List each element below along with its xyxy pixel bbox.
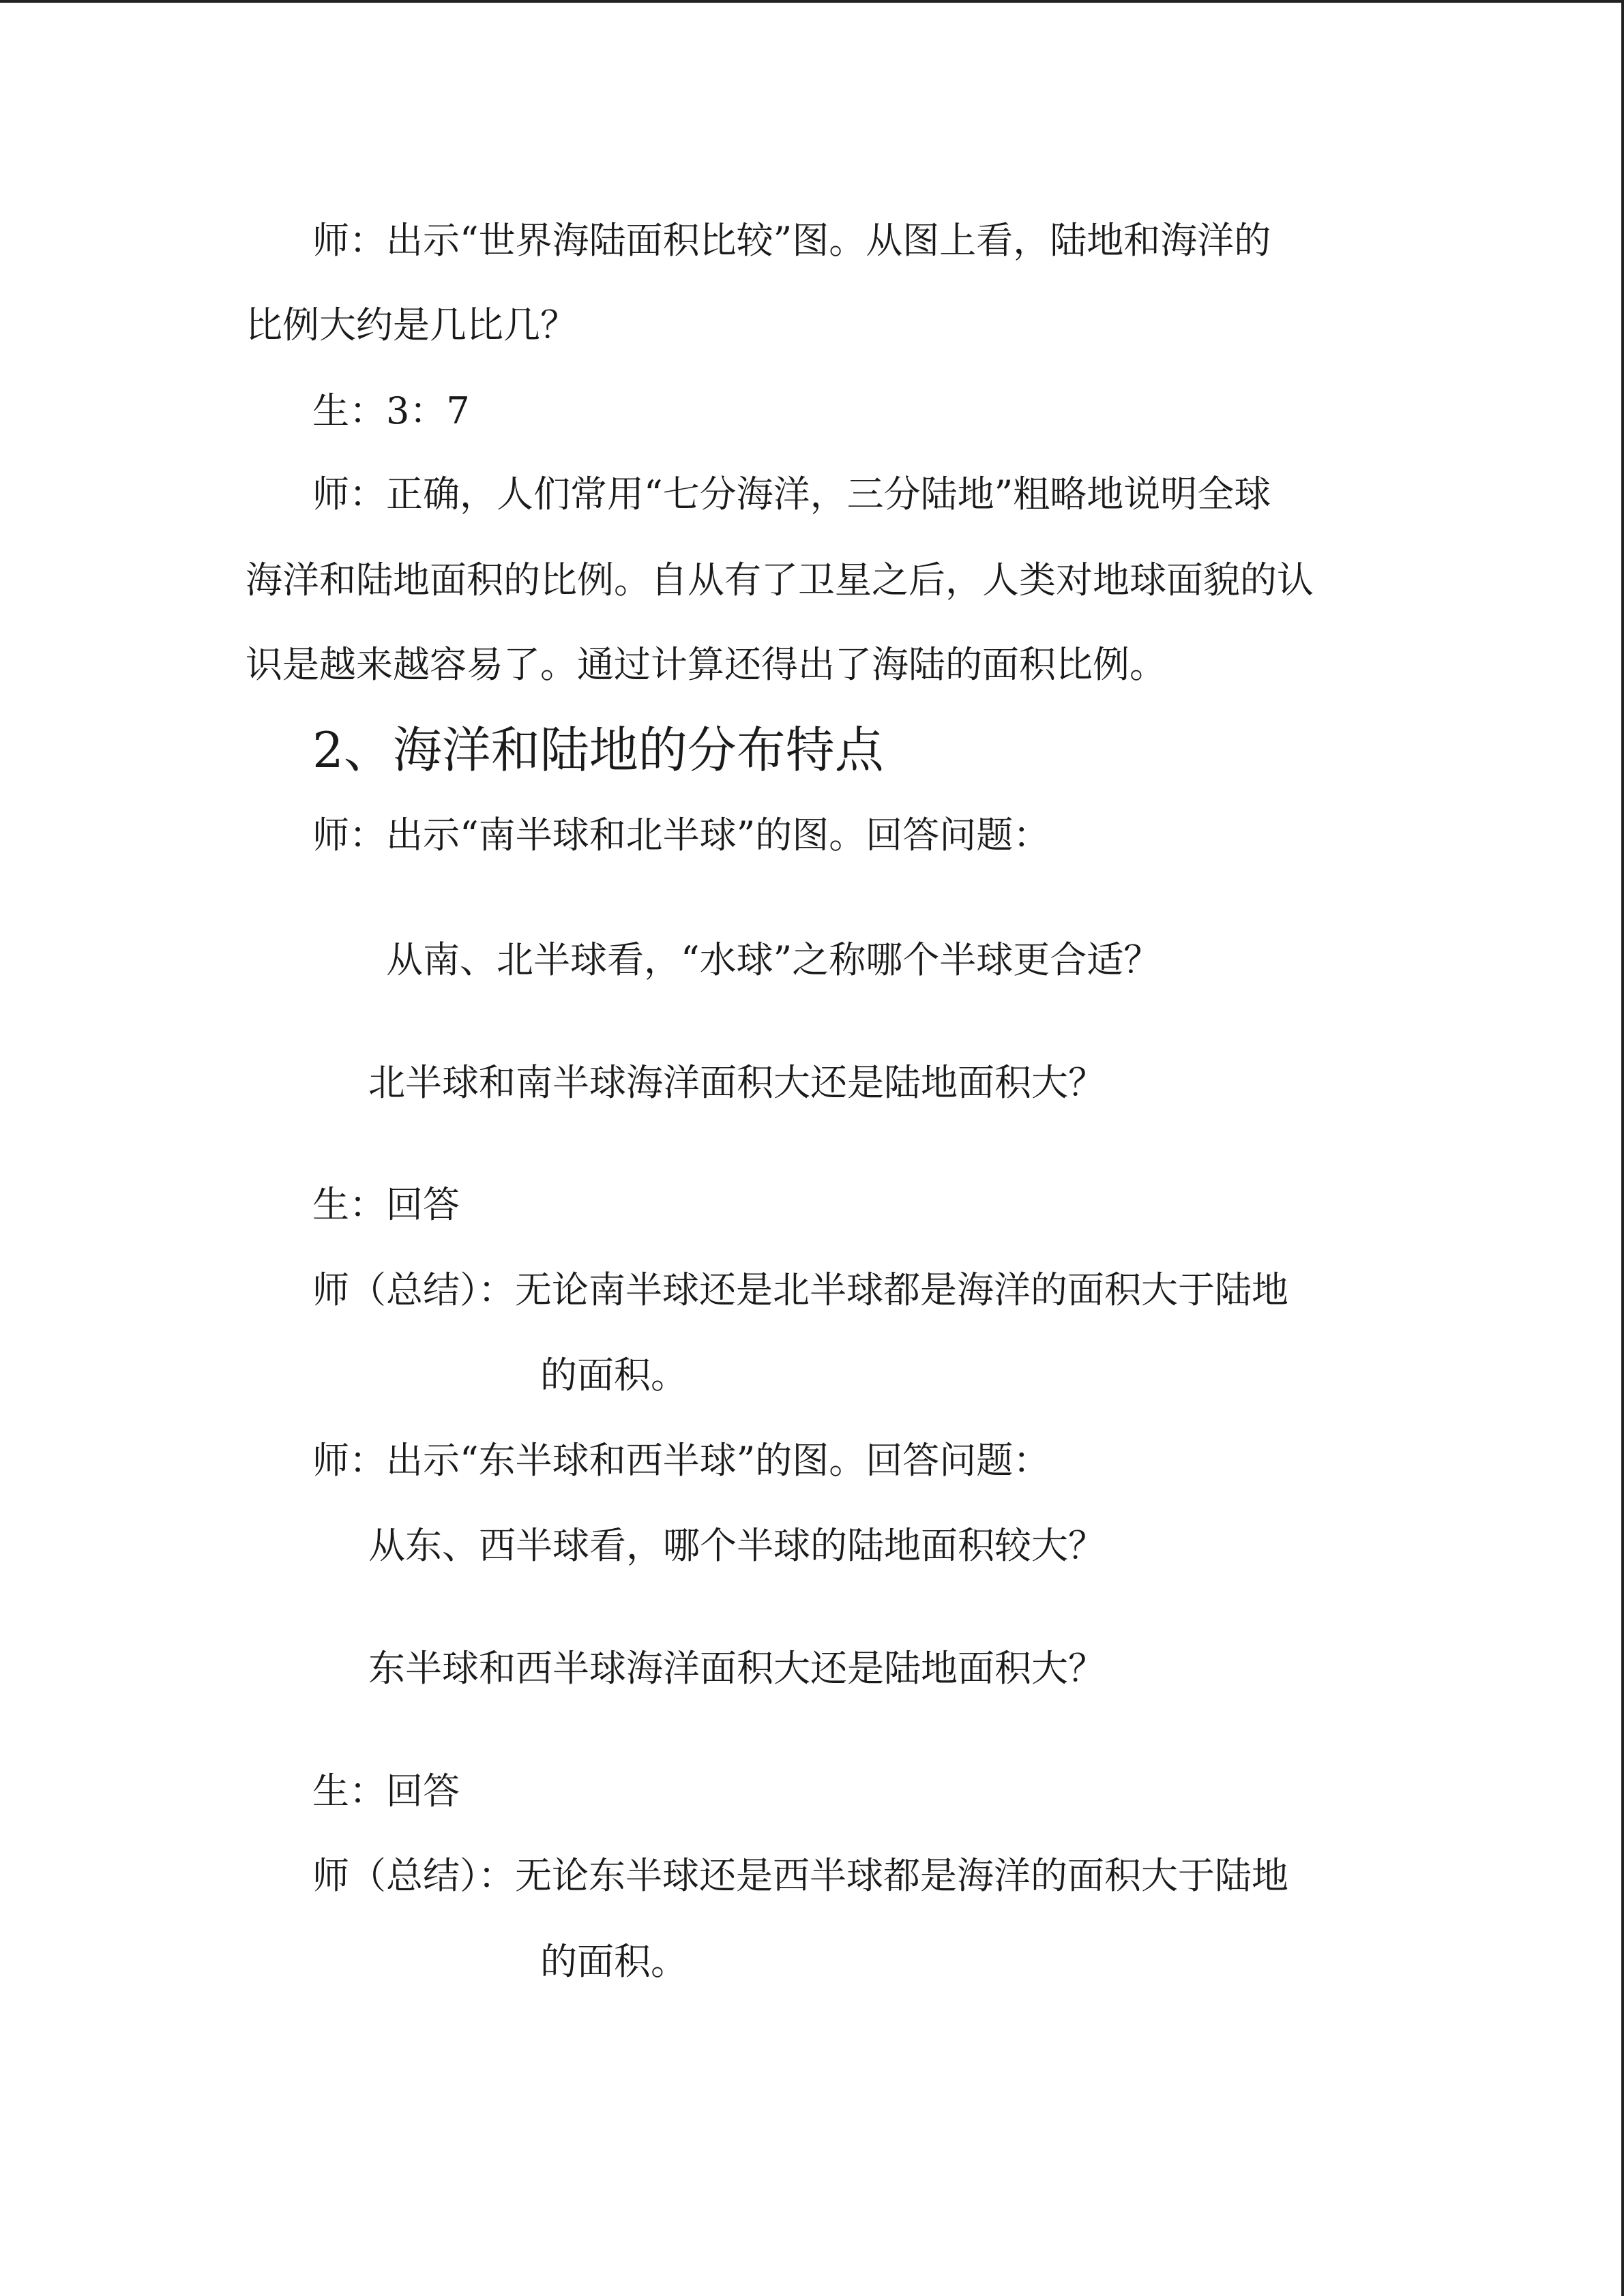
question-line: 东半球和西半球海洋面积大还是陆地面积大？	[368, 1647, 1105, 1690]
paragraph-line: 比例大约是几比几？	[246, 303, 577, 346]
paragraph-line: 生：回答	[312, 1183, 460, 1226]
question-line: 从南、北半球看，“水球”之称哪个半球更合适？	[386, 938, 1161, 981]
page-border-top	[0, 0, 1624, 3]
paragraph-line: 海洋和陆地面积的比例。自从有了卫星之后，人类对地球面貌的认	[246, 558, 1314, 601]
section-heading: 2、海洋和陆地的分布特点	[312, 721, 884, 779]
paragraph-line: 师（总结）：无论南半球还是北半球都是海洋的面积大于陆地	[312, 1268, 1288, 1311]
paragraph-line: 师（总结）：无论东半球还是西半球都是海洋的面积大于陆地	[312, 1854, 1288, 1897]
paragraph-line: 识是越来越容易了。通过计算还得出了海陆的面积比例。	[246, 643, 1166, 686]
paragraph-line: 的面积。	[540, 1940, 688, 1983]
paragraph-line: 师：出示“东半球和西半球”的图。回答问题：	[312, 1439, 1050, 1482]
page-border-right	[1621, 0, 1624, 2296]
question-line: 从东、西半球看，哪个半球的陆地面积较大？	[368, 1524, 1105, 1567]
paragraph-line: 师：正确，人们常用“七分海洋，三分陆地”粗略地说明全球	[312, 473, 1271, 516]
paragraph-line: 师：出示“南半球和北半球”的图。回答问题：	[312, 814, 1050, 856]
question-line: 北半球和南半球海洋面积大还是陆地面积大？	[368, 1061, 1105, 1104]
paragraph-line: 师：出示“世界海陆面积比较”图。从图上看，陆地和海洋的	[312, 219, 1271, 262]
paragraph-line: 生：回答	[312, 1770, 460, 1813]
paragraph-line: 生：3：7	[312, 389, 470, 432]
paragraph-line: 的面积。	[540, 1354, 688, 1397]
